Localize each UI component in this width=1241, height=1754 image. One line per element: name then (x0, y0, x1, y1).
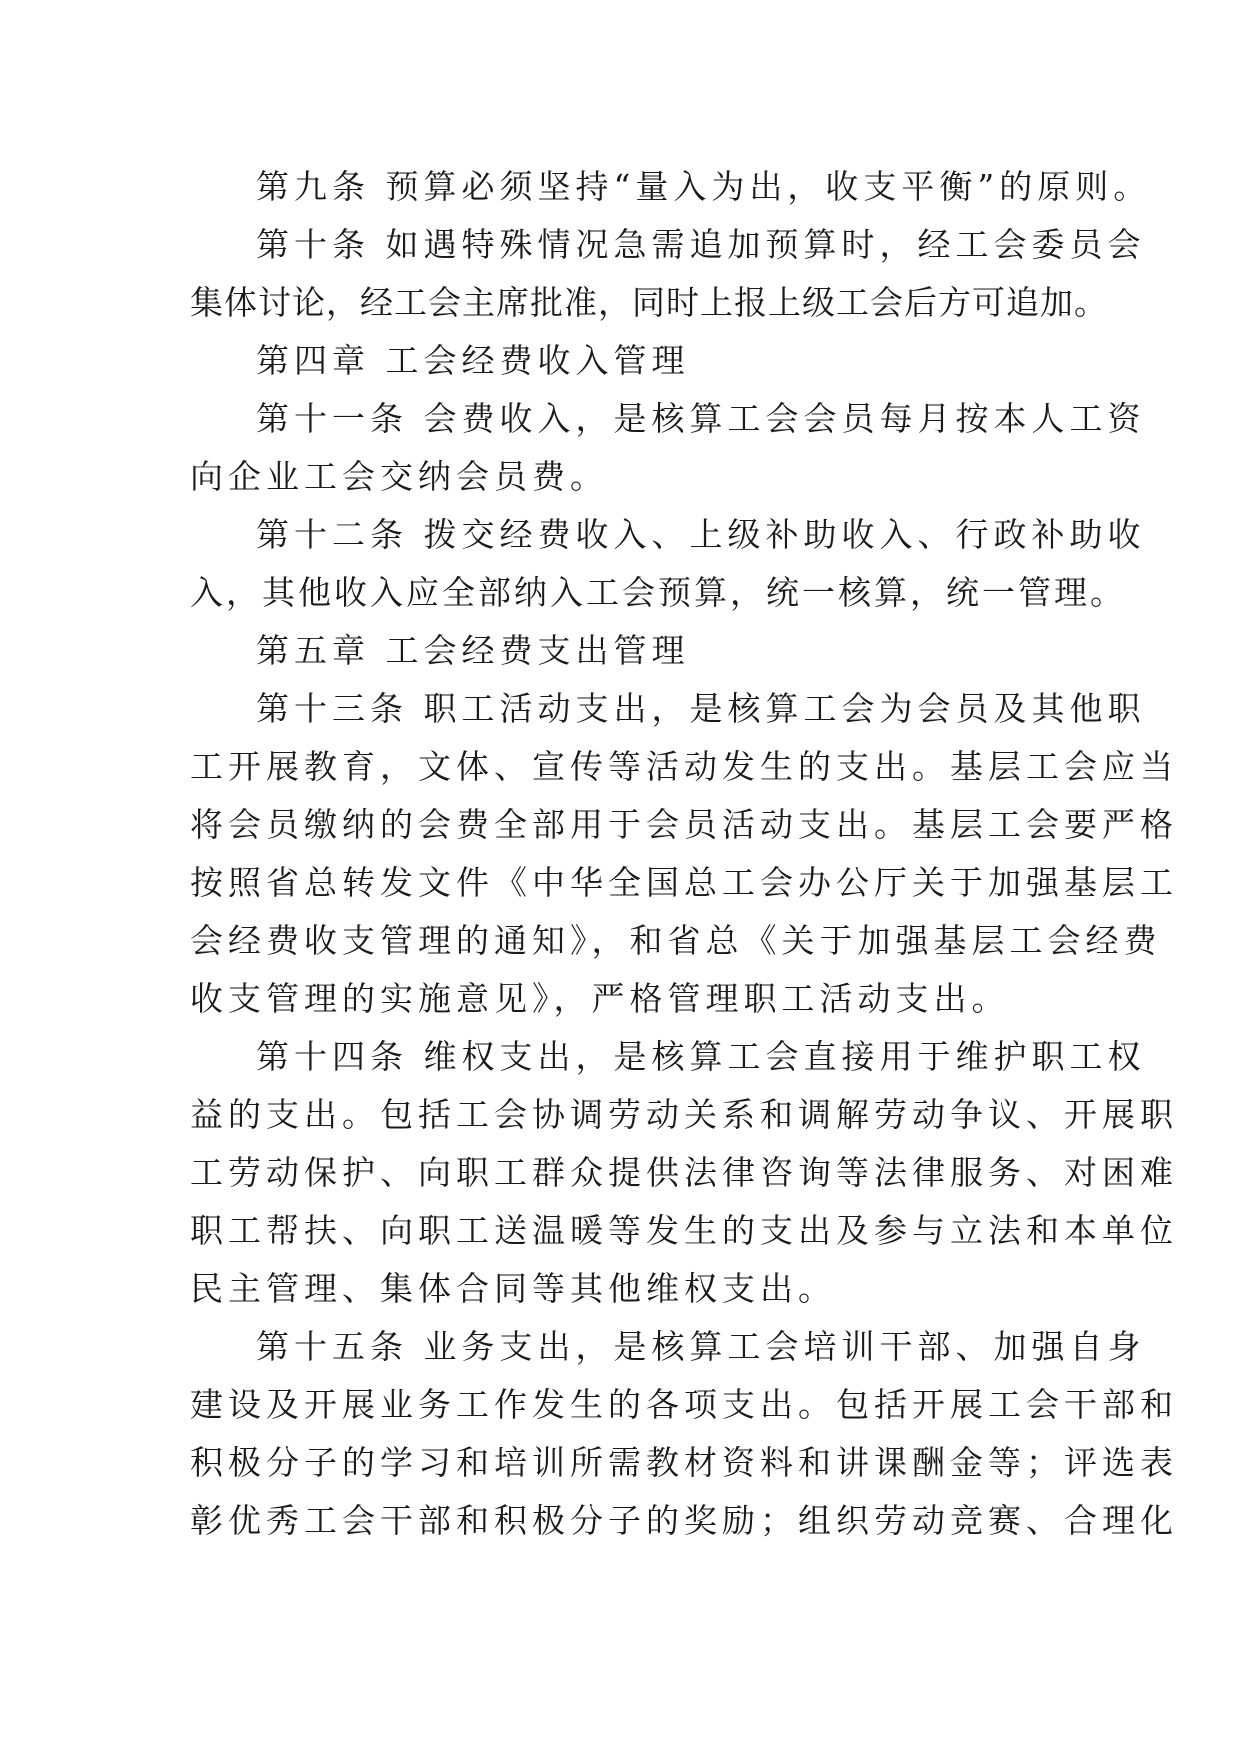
article-11 (190, 390, 1146, 506)
text-line: 第十五条 业务支出，是核算工会培训干部、加强自身 (256, 1327, 1146, 1366)
text-line: 建设及开展业务工作发生的各项支出。包括开展工会干部和 (190, 1385, 1178, 1424)
article-14 (190, 1028, 1178, 1318)
text-line: 第十条 如遇特殊情况急需追加预算时，经工会委员会 (256, 225, 1146, 264)
text-line: 工开展教育，文体、宣传等活动发生的支出。基层工会应当 (190, 747, 1178, 786)
text-line: 向企业工会交纳会员费。 (190, 457, 608, 496)
chapter-5-heading (190, 622, 1070, 680)
text-line: 积极分子的学习和培训所需教材资料和讲课酬金等；评选表 (190, 1443, 1178, 1482)
text-line: 第十三条 职工活动支出，是核算工会为会员及其他职 (256, 689, 1146, 728)
text-line: 将会员缴纳的会费全部用于会员活动支出。基层工会要严格 (190, 805, 1178, 844)
text-line: 按照省总转发文件《中华全国总工会办公厅关于加强基层工 (190, 863, 1178, 902)
text-line: 第十四条 维权支出，是核算工会直接用于维护职工权 (256, 1037, 1146, 1076)
text-line: 第四章 工会经费收入管理 (256, 341, 690, 380)
text-line: 入，其他收入应全部纳入工会预算，统一核算，统一管理。 (190, 573, 1126, 612)
text-line: 职工帮扶、向职工送温暖等发生的支出及参与立法和本单位 (190, 1211, 1178, 1250)
text-line: 会经费收支管理的通知》，和省总《关于加强基层工会经费 (190, 921, 1162, 960)
article-9 (190, 158, 1152, 216)
article-13 (190, 680, 1178, 1028)
text-line: 第五章 工会经费支出管理 (256, 631, 690, 670)
article-15 (190, 1318, 1178, 1550)
text-line: 第九条 预算必须坚持“量入为出，收支平衡”的原则。 (256, 167, 1152, 206)
text-line: 工劳动保护、向职工群众提供法律咨询等法律服务、对困难 (190, 1153, 1178, 1192)
article-12 (190, 506, 1146, 622)
chapter-4-heading (190, 332, 1070, 390)
text-line: 益的支出。包括工会协调劳动关系和调解劳动争议、开展职 (190, 1095, 1178, 1134)
article-10 (190, 216, 1146, 332)
text-line: 第十二条 拨交经费收入、上级补助收入、行政补助收 (256, 515, 1146, 554)
text-line: 民主管理、集体合同等其他维权支出。 (190, 1269, 836, 1308)
text-line: 集体讨论，经工会主席批准，同时上报上级工会后方可追加。 (190, 283, 1108, 322)
document-body (190, 158, 1178, 1550)
text-line: 彰优秀工会干部和积极分子的奖励；组织劳动竞赛、合理化 (190, 1501, 1178, 1540)
text-line: 第十一条 会费收入，是核算工会会员每月按本人工资 (256, 399, 1146, 438)
text-line: 收支管理的实施意见》，严格管理职工活动支出。 (190, 979, 1010, 1018)
